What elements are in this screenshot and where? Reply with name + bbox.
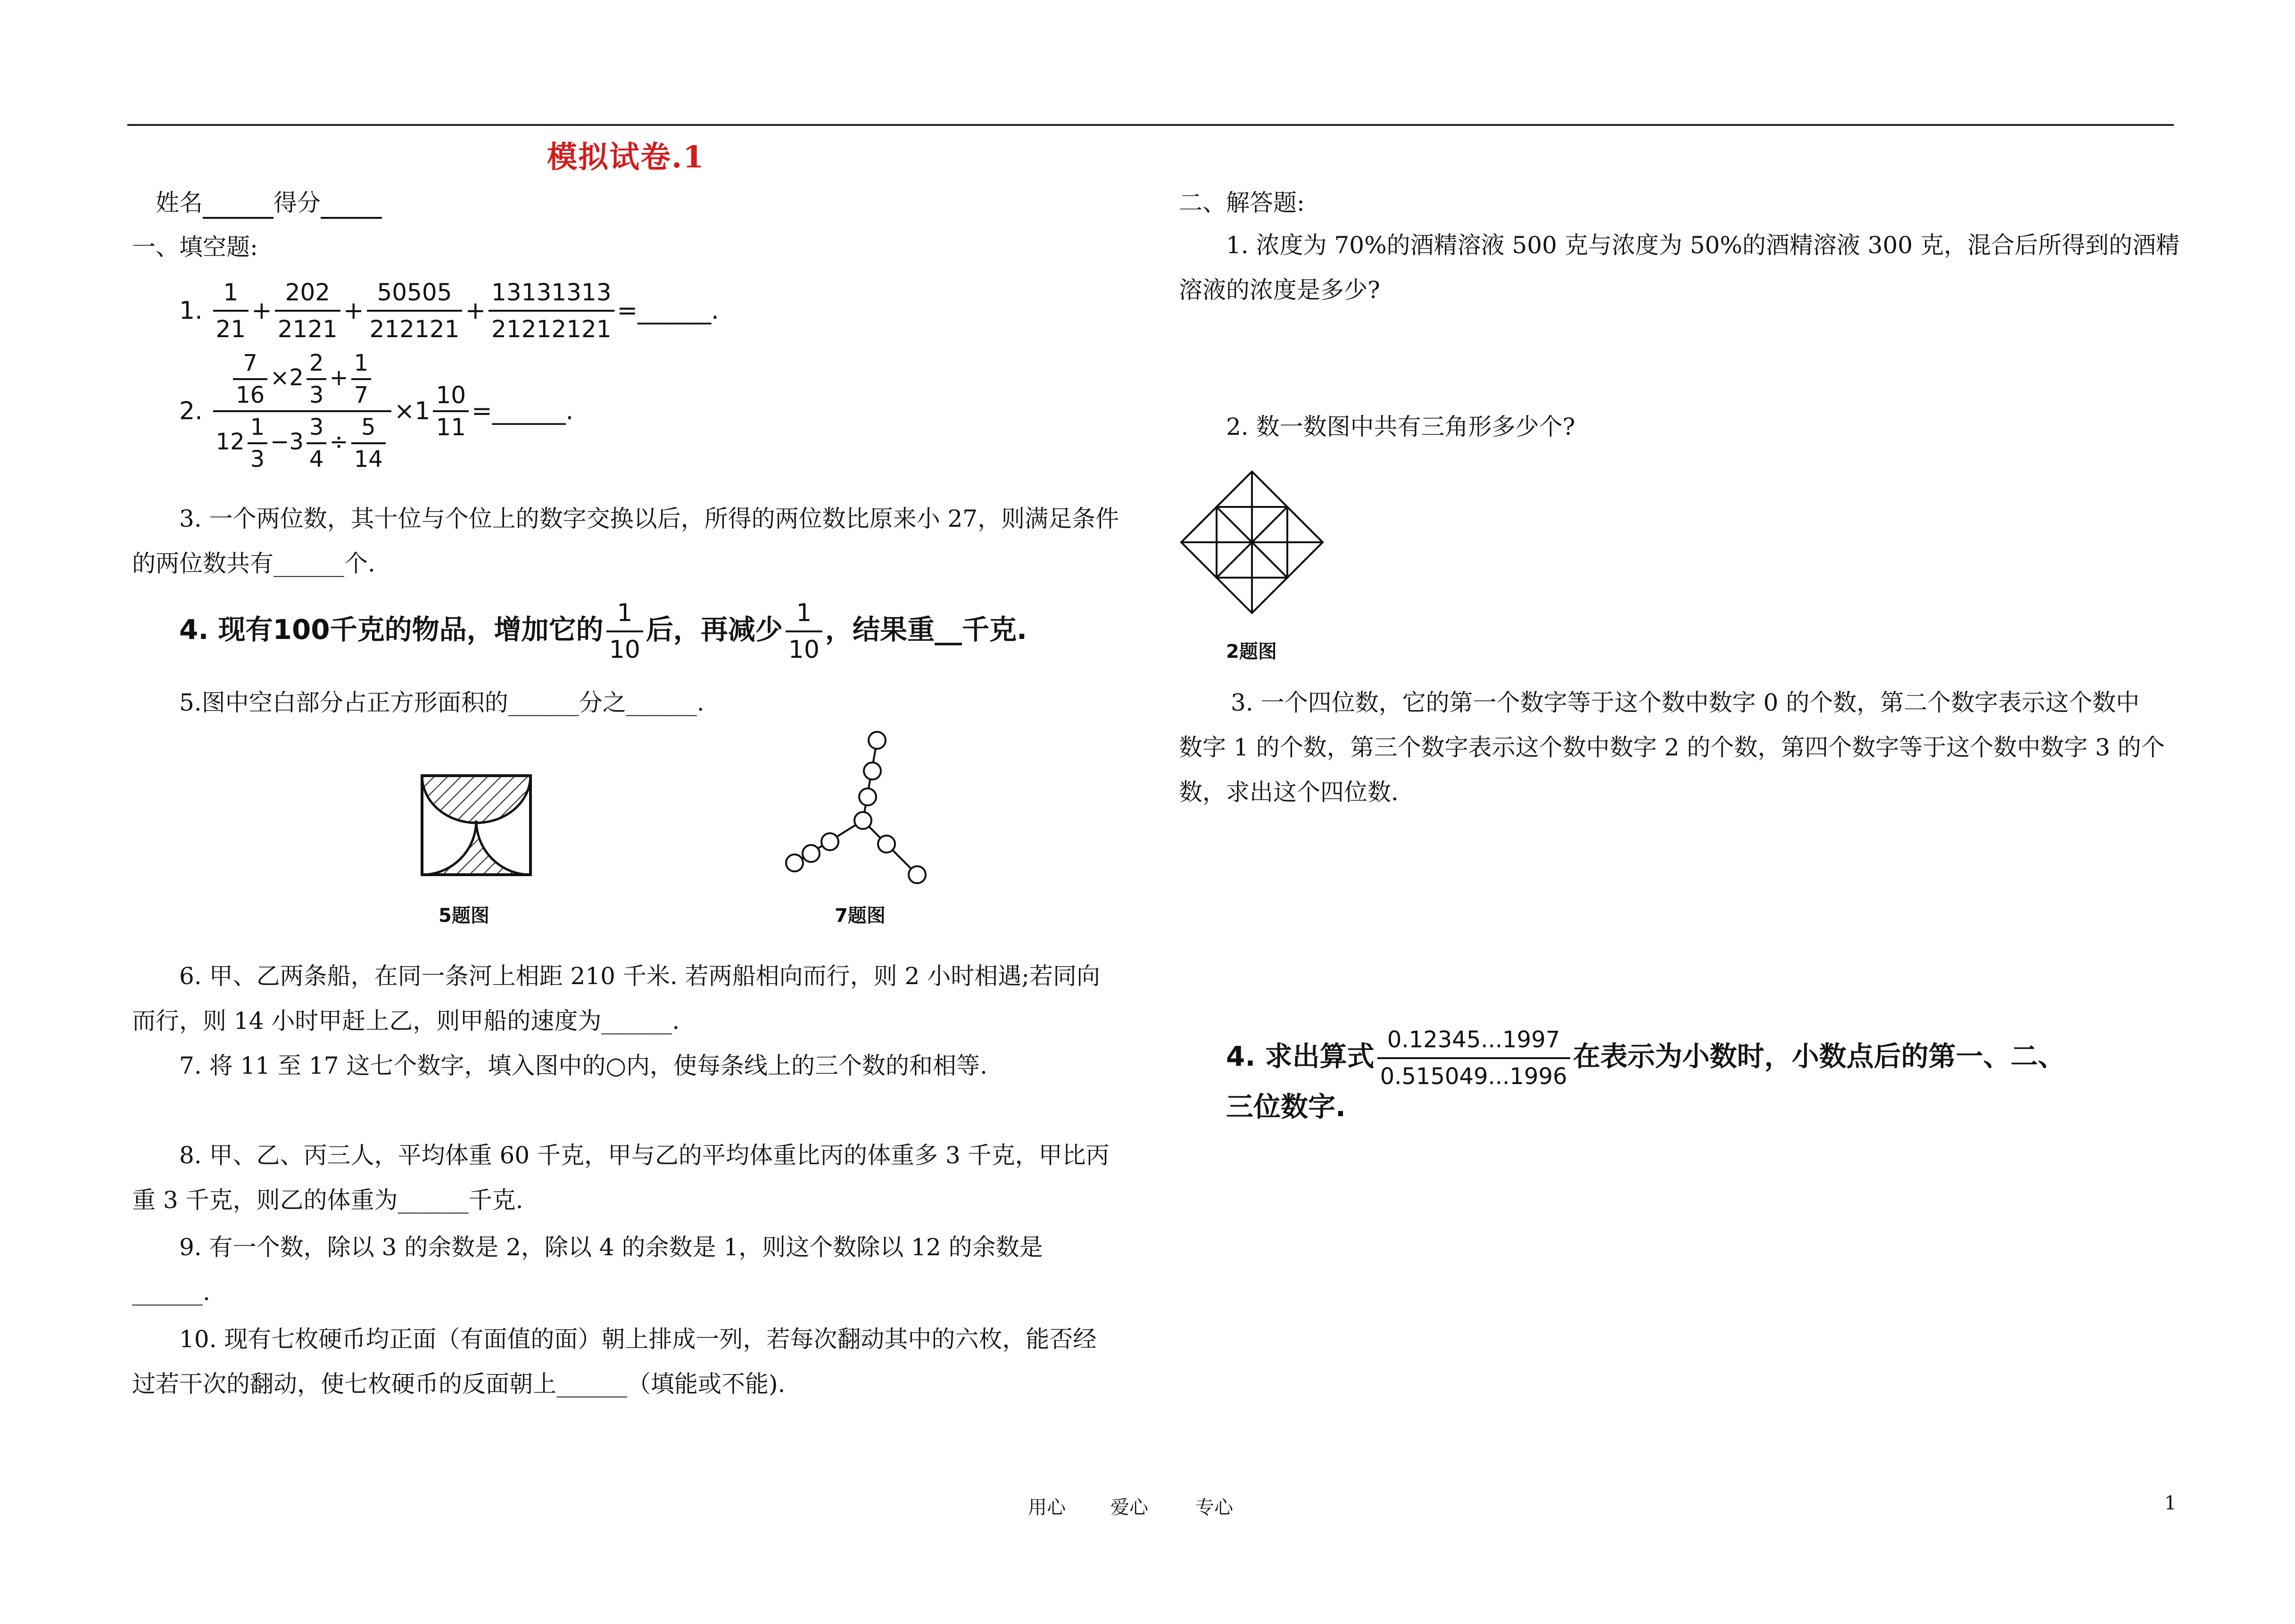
q1-frac-4: $\frac{13131313}{21212121}$ — [489, 276, 614, 346]
score-label: 得分 — [273, 189, 321, 216]
score-blank[interactable] — [321, 189, 382, 219]
header-rule — [127, 124, 2174, 126]
q2-numerator: $\frac{7}{16}$ ×2 $\frac{2}{3}$ + $\frac{1}{7}$ — [213, 349, 391, 412]
question-9-line1: 9. 有一个数，除以 3 的余数是 2，除以 4 的余数是 1，则这个数除以 12 的余数是 — [179, 1234, 1043, 1261]
q1-frac-2: $\frac{202}{2121}$ — [275, 276, 340, 346]
q1-frac-3: $\frac{50505}{212121}$ — [367, 276, 463, 346]
q2-complex-fraction — [213, 349, 391, 473]
figure-5-caption: 5题图 — [439, 905, 489, 927]
question-6-line1: 6. 甲、乙两条船，在同一条河上相距 210 千米. 若两船相向而行，则 2 小时相遇;若同向 — [179, 962, 1101, 990]
q2-mult-frac: $\frac{10}{11}$ — [433, 381, 469, 441]
figure-2-caption: 2题图 — [1226, 641, 1277, 663]
q2-denominator: 12 $\frac{1}{3}$ −3 $\frac{3}{4}$ ÷ $\frac{5}{14}$ — [213, 412, 391, 473]
answer-3-line3: 数，求出这个四位数. — [1179, 779, 1399, 806]
figure-7-caption: 7题图 — [835, 905, 886, 927]
q2-label: 2. — [179, 397, 203, 425]
footer-text-2: 爱心 — [1110, 1497, 1148, 1518]
fig7-circle-7 — [878, 836, 895, 853]
answer-4-line2: 三位数字. — [1226, 1091, 1346, 1123]
fig7-circle-8 — [909, 866, 926, 883]
q1-frac-1: $\frac{1}{21}$ — [213, 276, 249, 346]
fig7-circle-6 — [786, 854, 803, 871]
answer-3-line1: 3. 一个四位数，它的第一个数字等于这个数中数字 0 的个数，第二个数字表示这个数中 — [1231, 689, 2140, 716]
question-10-line2[interactable]: 过若干次的翻动，使七枚硬币的反面朝上______（填能或不能). — [132, 1370, 786, 1398]
question-2: 2. $\frac{7}{16}$ ×2 $\frac{2}{3}$ + $\frac{1}{7}$ 12 $\frac{1}{3}$ −3 $\frac{3}{4}$ ÷ $\frac{5}{14}$ ×1 $\frac{10}{11}$ =______. — [179, 350, 574, 472]
question-5[interactable]: 5.图中空白部分占正方形面积的______分之______. — [179, 689, 704, 716]
figure-5 — [415, 769, 538, 882]
q4-frac-1: $\frac{1}{10}$ — [606, 597, 643, 666]
question-10-line1: 10. 现有七枚硬币均正面（有面值的面）朝上排成一列，若每次翻动其中的六枚，能否经 — [179, 1326, 1097, 1353]
question-4: 4. 现有100千克的物品，增加它的 $\frac{1}{10}$ 后，再减少 $\frac{1}{10}$ ，结果重__千克. — [179, 597, 1027, 666]
question-3-line2[interactable]: 的两位数共有______个. — [132, 550, 375, 577]
question-8-line1: 8. 甲、乙、丙三人，平均体重 60 千克，甲与乙的平均体重比丙的体重多 3 千克，甲比丙 — [179, 1142, 1110, 1169]
name-blank[interactable] — [203, 189, 273, 219]
section-answer-heading: 二、解答题: — [1179, 189, 1305, 216]
fig7-circle-center — [854, 812, 871, 829]
page-number: 1 — [2164, 1492, 2177, 1514]
fig7-circle-1 — [869, 732, 886, 749]
fig7-circle-4 — [821, 833, 838, 850]
question-8-line2[interactable]: 重 3 千克，则乙的体重为______千克. — [132, 1186, 523, 1214]
answer-4: 4. 求出算式 $\frac{0.12345...1997}{0.515049...1996}$ 在表示为小数时，小数点后的第一、二、 — [1226, 1023, 2065, 1093]
a4-fraction: $\frac{0.12345...1997}{0.515049...1996}$ — [1377, 1023, 1570, 1093]
q2-answer-blank[interactable]: =______. — [472, 397, 574, 425]
figure-2 — [1179, 467, 1330, 622]
q4-answer-blank[interactable]: ，结果重__千克. — [825, 613, 1027, 646]
fig7-circle-5 — [803, 845, 820, 862]
fig7-circle-2 — [864, 762, 881, 779]
answer-3-line2: 数字 1 的个数，第三个数字表示这个数中数字 2 的个数，第四个数字等于这个数中数字 3 的个 — [1179, 734, 2165, 761]
answer-1-line1: 1. 浓度为 70%的酒精溶液 500 克与浓度为 50%的酒精溶液 300 克，混合后所得到的酒精 — [1226, 232, 2180, 259]
figure-7 — [783, 726, 938, 891]
answer-1-line2: 溶液的浓度是多少? — [1179, 276, 1380, 304]
name-score-line — [156, 189, 382, 219]
section-fill-heading: 一、填空题: — [132, 233, 258, 261]
question-7: 7. 将 11 至 17 这七个数字，填入图中的○内，使每条线上的三个数的和相等. — [179, 1052, 987, 1079]
answer-2: 2. 数一数图中共有三角形多少个? — [1226, 413, 1575, 440]
q4-frac-2: $\frac{1}{10}$ — [786, 597, 822, 666]
footer-text-3: 专心 — [1195, 1497, 1233, 1518]
page-title: 模拟试卷.1 — [547, 140, 705, 175]
q1-label: 1. — [179, 297, 203, 325]
question-6-line2[interactable]: 而行，则 14 小时甲赶上乙，则甲船的速度为______. — [132, 1007, 680, 1035]
q1-answer-blank[interactable]: =______. — [617, 297, 719, 325]
footer-text-1: 用心 — [1028, 1497, 1066, 1518]
question-3-line1: 3. 一个两位数，其十位与个位上的数字交换以后，所得的两位数比原来小 27，则满足条件 — [179, 505, 1119, 532]
question-1: 1. $\frac{1}{21}$ + $\frac{202}{2121}$ + $\frac{50505}{212121}$ + $\frac{13131313}{21212121}$ =______. — [179, 276, 719, 346]
name-label: 姓名 — [156, 189, 203, 216]
question-9-line2[interactable]: ______. — [132, 1278, 210, 1306]
fig7-circle-3 — [859, 788, 876, 805]
